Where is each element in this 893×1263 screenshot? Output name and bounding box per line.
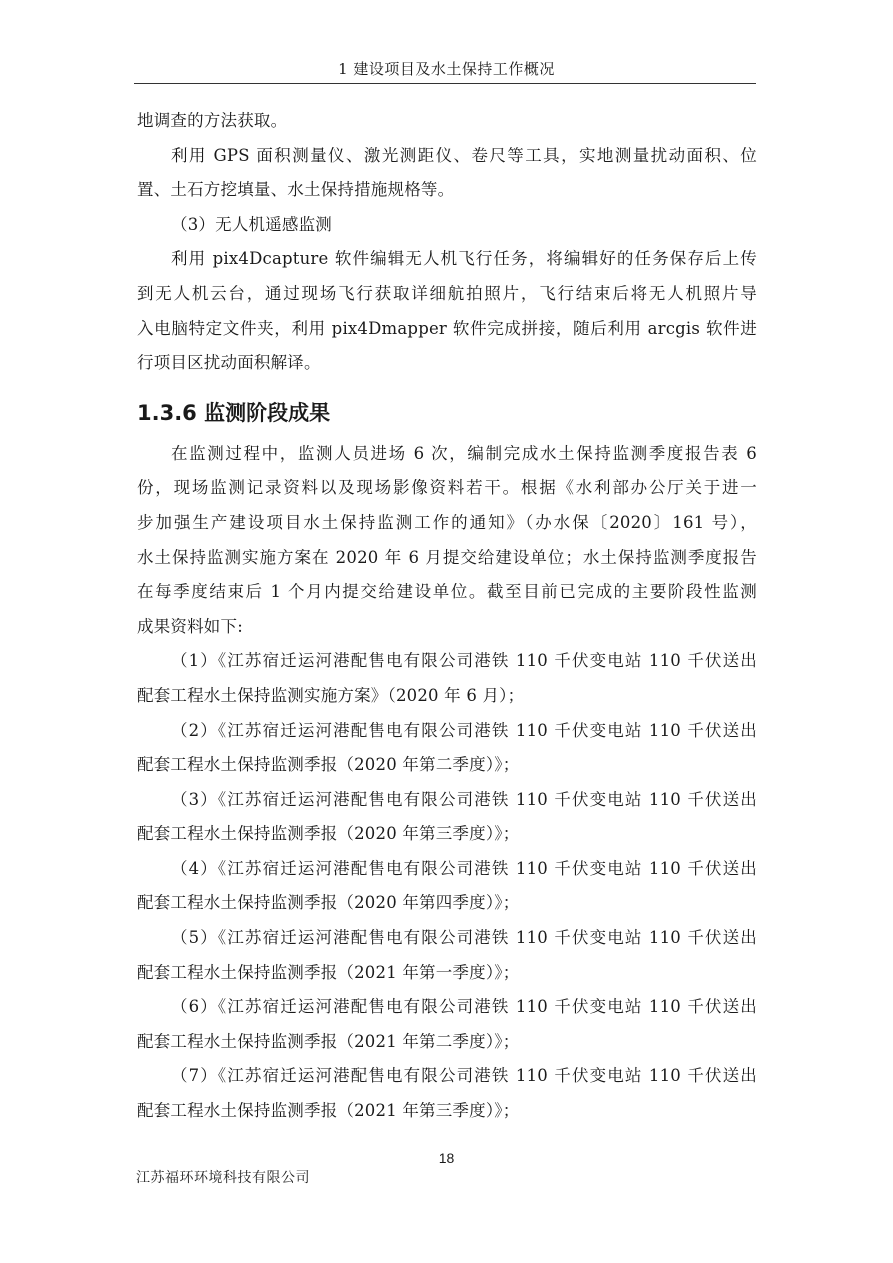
paragraph-line: 利用 pix4Dcapture 软件编辑无人机飞行任务，将编辑好的任务保存后上传 (171, 249, 757, 269)
result-item-line: （7）《江苏宿迁运河港配售电有限公司港铁 110 千伏变电站 110 千伏送出 (171, 1066, 757, 1086)
summary-line: 份，现场监测记录资料以及现场影像资料若干。根据《水利部办公厅关于进一 (137, 478, 757, 498)
result-item-line: 配套工程水土保持监测季报（2020 年第三季度）》； (137, 824, 520, 844)
result-item-line: 配套工程水土保持监测季报（2020 年第二季度）》； (137, 755, 520, 775)
result-item-line: 配套工程水土保持监测季报（2021 年第二季度）》； (137, 1031, 520, 1051)
paragraph-line: 到无人机云台，通过现场飞行获取详细航拍照片，飞行结束后将无人机照片导 (137, 283, 757, 303)
result-item-line: 配套工程水土保持监测季报（2020 年第四季度）》； (137, 893, 520, 913)
result-item-line: （1）《江苏宿迁运河港配售电有限公司港铁 110 千伏变电站 110 千伏送出 (171, 651, 757, 671)
page-number: 18 (438, 1150, 455, 1166)
paragraph-line: 地调查的方法获取。 (137, 111, 288, 130)
summary-line: 在监测过程中，监测人员进场 6 次，编制完成水土保持监测季度报告表 6 (171, 443, 757, 463)
document-body (137, 104, 757, 1129)
paragraph-line: 行项目区扰动面积解译。 (137, 353, 321, 373)
result-item-line: （2）《江苏宿迁运河港配售电有限公司港铁 110 千伏变电站 110 千伏送出 (171, 720, 757, 740)
result-item-line: 配套工程水土保持监测季报（2021 年第一季度）》； (137, 962, 520, 982)
result-item-line: （3）《江苏宿迁运河港配售电有限公司港铁 110 千伏变电站 110 千伏送出 (171, 789, 757, 809)
summary-line: 水土保持监测实施方案在 2020 年 6 月提交给建设单位；水土保持监测季度报告 (137, 547, 757, 567)
result-item-line: （5）《江苏宿迁运河港配售电有限公司港铁 110 千伏变电站 110 千伏送出 (171, 928, 757, 948)
page-header-title: 1 建设项目及水土保持工作概况 (338, 60, 555, 78)
subsection-heading: （3）无人机遥感监测 (171, 214, 332, 234)
section-title: 1.3.6 监测阶段成果 (137, 400, 331, 425)
paragraph-line: 置、土石方挖填量、水土保持措施规格等。 (137, 180, 455, 200)
paragraph-line: 利用 GPS 面积测量仪、激光测距仪、卷尺等工具，实地测量扰动面积、位 (171, 145, 757, 165)
summary-line: 在每季度结束后 1 个月内提交给建设单位。截至目前已完成的主要阶段性监测 (137, 582, 757, 602)
result-item-line: 配套工程水土保持监测实施方案》（2020 年 6 月）； (137, 685, 525, 705)
header-divider (134, 83, 756, 84)
paragraph-line: 入电脑特定文件夹，利用 pix4Dmapper 软件完成拼接，随后利用 arcgis 软件进 (137, 318, 757, 338)
footer-company-name: 江苏福环环境科技有限公司 (136, 1170, 310, 1186)
result-item-line: （4）《江苏宿迁运河港配售电有限公司港铁 110 千伏变电站 110 千伏送出 (171, 858, 757, 878)
summary-line: 步加强生产建设项目水土保持监测工作的通知》（办水保〔2020〕161 号）， (137, 512, 757, 532)
result-item-line: （6）《江苏宿迁运河港配售电有限公司港铁 110 千伏变电站 110 千伏送出 (171, 997, 757, 1017)
summary-line: 成果资料如下: (137, 616, 243, 636)
result-item-line: 配套工程水土保持监测季报（2021 年第三季度）》； (137, 1101, 520, 1121)
